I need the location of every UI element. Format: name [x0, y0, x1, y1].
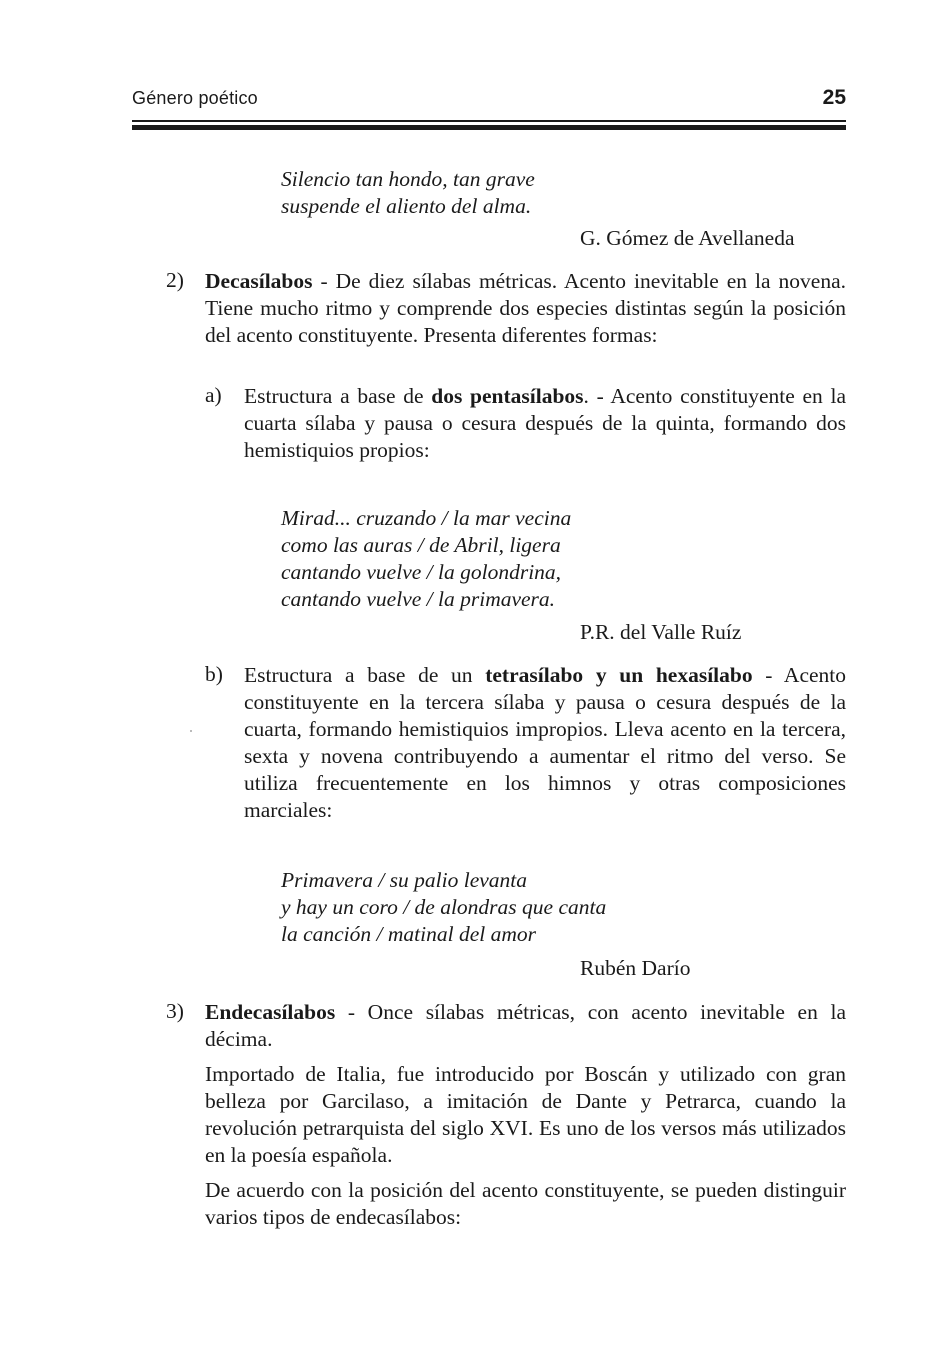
header-rule-thick	[132, 125, 846, 130]
item-number-3: 3)	[166, 999, 184, 1023]
term-dos-pentasilabos: dos pentasílabos	[431, 384, 584, 408]
verse-quote-1	[281, 166, 535, 220]
endecasilabos-paragraph	[205, 999, 846, 1053]
item-number-2: 2)	[166, 268, 184, 292]
endecasilabos-text: - Once sílabas métricas, con acento inevitable en la décima.	[205, 1000, 846, 1051]
subitem-a-text: . - Acento constituyente en la cuarta sílaba y pausa o cesura después de la quinta, formando dos hemistiquios propios:	[244, 384, 846, 462]
quote-1-author: G. Gómez de Avellaneda	[580, 226, 795, 250]
verse-line: Silencio tan hondo, tan grave	[281, 167, 535, 191]
term-decasilabos: Decasílabos	[205, 269, 313, 293]
verse-line: cantando vuelve / la primavera.	[281, 587, 556, 611]
subitem-b-lead: Estructura a base de un	[244, 663, 486, 687]
verse-quote-2	[281, 505, 571, 613]
quote-2-author: P.R. del Valle Ruíz	[580, 620, 742, 644]
endecasilabos-types-paragraph: De acuerdo con la posición del acento constituyente, se pueden distinguir varios tipos de endecasílabos:	[205, 1178, 846, 1229]
verse-quote-3	[281, 867, 606, 948]
subitem-label-b: b)	[205, 662, 223, 686]
verse-line: la canción / matinal del amor	[281, 922, 536, 946]
verse-line: Primavera / su palio levanta	[281, 868, 528, 892]
subitem-label-a: a)	[205, 383, 222, 407]
subitem-a-paragraph	[244, 383, 846, 464]
verse-line: Mirad... cruzando / la mar vecina	[281, 506, 572, 530]
decasilabos-paragraph	[205, 268, 846, 349]
subitem-b-paragraph	[244, 662, 846, 824]
header-rule-thin	[132, 120, 846, 122]
verse-line: como las auras / de Abril, ligera	[281, 533, 561, 557]
subitem-a-lead: Estructura a base de	[244, 384, 432, 408]
term-endecasilabos: Endecasílabos	[205, 1000, 336, 1024]
quote-3-author: Rubén Darío	[580, 956, 691, 980]
verse-line: cantando vuelve / la golondrina,	[281, 560, 562, 584]
scan-artifact	[190, 730, 192, 732]
page-number: 25	[822, 86, 846, 109]
running-header-title: Género poético	[132, 88, 258, 108]
endecasilabos-history-paragraph: Importado de Italia, fue introducido por Boscán y utilizado con gran belleza por Garcilaso, a imitación de Dante y Petrarca, cuando la revolución petrarquista del siglo XVI. Es uno de los versos más utilizados en la poesía española.	[205, 1062, 846, 1167]
subitem-b-text: - Acento constituyente en la tercera sílaba y pausa o cesura después de la cuarta, formando hemistiquios impropios. Lleva acento en la tercera, sexta y novena contribuyendo a aumentar el ritmo del verso. Se utiliza frecuentemente en los himnos y otras composiciones marciales:	[244, 663, 847, 822]
term-tetrasilabo-hexasilabo: tetrasílabo y un hexasílabo	[485, 663, 753, 687]
verse-line: y hay un coro / de alondras que canta	[281, 895, 607, 919]
decasilabos-text: - De diez sílabas métricas. Acento inevitable en la novena. Tiene mucho ritmo y comprende dos especies distintas según la posición del acento constituyente. Presenta diferentes formas:	[205, 269, 846, 347]
verse-line: suspende el aliento del alma.	[281, 194, 532, 218]
